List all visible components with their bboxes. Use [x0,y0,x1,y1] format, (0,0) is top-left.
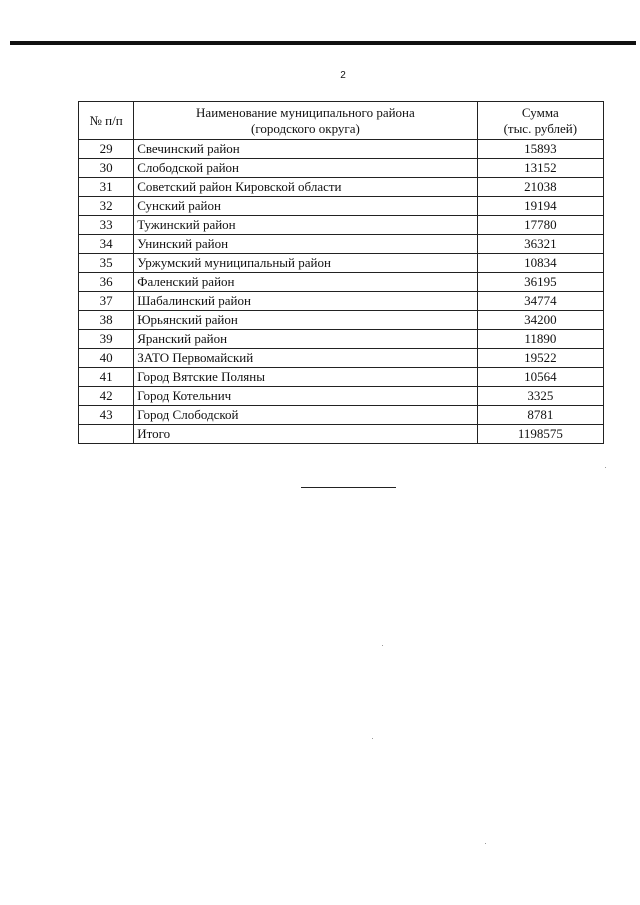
row-name: Юрьянский район [134,311,477,330]
row-num: 30 [79,159,134,178]
row-name: Город Слободской [134,406,477,425]
header-num: № п/п [79,102,134,140]
row-num: 40 [79,349,134,368]
page-number: 2 [340,70,346,81]
header-name-line1: Наименование муниципального района [196,104,415,120]
table-row [79,140,604,159]
row-sum: 10564 [477,368,603,387]
row-name: Свечинский район [134,140,477,159]
table-row [79,349,604,368]
row-name: Фаленский район [134,273,477,292]
table-row [79,387,604,406]
row-sum: 34774 [477,292,603,311]
data-table [78,101,604,444]
scan-speck [605,467,606,468]
table-row [79,216,604,235]
table-row [79,406,604,425]
row-sum: 36321 [477,235,603,254]
table-header-row [79,102,604,140]
row-name: Унинский район [134,235,477,254]
row-name: Советский район Кировской области [134,178,477,197]
row-num: 41 [79,368,134,387]
table-row [79,292,604,311]
header-sum-line1: Сумма [521,104,559,120]
total-label: Итого [134,425,477,444]
row-sum: 3325 [477,387,603,406]
row-sum: 19522 [477,349,603,368]
row-num: 33 [79,216,134,235]
total-sum: 1198575 [477,425,603,444]
header-sum [477,102,603,140]
scan-speck [372,738,373,739]
row-num: 43 [79,406,134,425]
row-num: 32 [79,197,134,216]
table-row [79,311,604,330]
row-sum: 19194 [477,197,603,216]
row-num: 34 [79,235,134,254]
row-num: 31 [79,178,134,197]
row-sum: 10834 [477,254,603,273]
table-row [79,178,604,197]
row-sum: 17780 [477,216,603,235]
row-num: 36 [79,273,134,292]
row-num: 37 [79,292,134,311]
row-name: Город Вятские Поляны [134,368,477,387]
row-num: 35 [79,254,134,273]
row-name: Тужинский район [134,216,477,235]
total-num [79,425,134,444]
row-num: 29 [79,140,134,159]
table-row [79,159,604,178]
row-name: Сунский район [134,197,477,216]
row-name: Слободской район [134,159,477,178]
row-sum: 11890 [477,330,603,349]
row-name: Уржумский муниципальный район [134,254,477,273]
table-row [79,368,604,387]
row-sum: 8781 [477,406,603,425]
table-row [79,235,604,254]
table-row [79,254,604,273]
end-rule [301,487,396,488]
row-name: Шабалинский район [134,292,477,311]
header-sum-line2: (тыс. рублей) [503,120,578,136]
table-row [79,197,604,216]
row-name: Город Котельнич [134,387,477,406]
scan-speck [382,645,383,646]
row-num: 39 [79,330,134,349]
row-num: 42 [79,387,134,406]
row-sum: 34200 [477,311,603,330]
row-name: ЗАТО Первомайский [134,349,477,368]
row-sum: 13152 [477,159,603,178]
row-sum: 36195 [477,273,603,292]
row-num: 38 [79,311,134,330]
row-sum: 15893 [477,140,603,159]
table-row [79,273,604,292]
table-body [79,140,604,444]
scan-speck [485,843,486,844]
row-sum: 21038 [477,178,603,197]
header-name-line2: (городского округа) [251,120,360,136]
table-total-row [79,425,604,444]
header-name [134,102,477,140]
top-rule [10,41,636,45]
row-name: Яранский район [134,330,477,349]
table-row [79,330,604,349]
